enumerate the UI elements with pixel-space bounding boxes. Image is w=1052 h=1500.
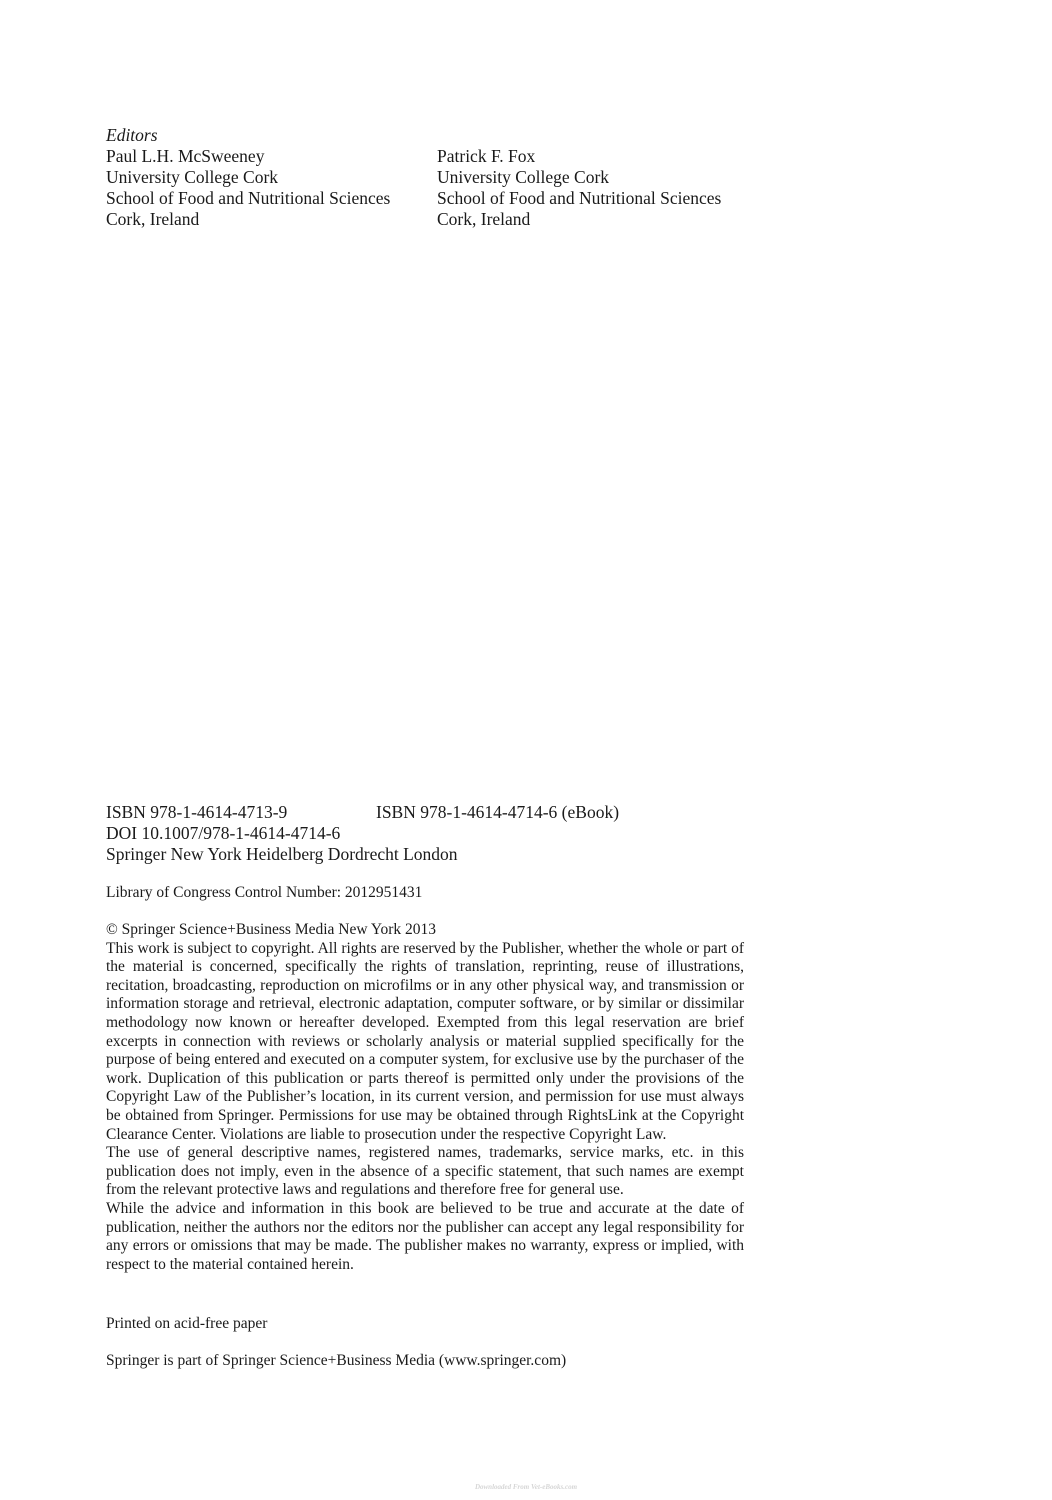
doi: DOI 10.1007/978-1-4614-4714-6 (106, 823, 341, 843)
editor-left-university: University College Cork (106, 167, 279, 187)
copyright-paragraph: The use of general descriptive names, registered names, trademarks, service marks, etc. in this publication does not imply, even in the absence of a specific statement, that such names are exempt from the relevant protective laws and regulations and therefore free for general use. (106, 1144, 744, 1199)
printed-on: Printed on acid-free paper (106, 1315, 268, 1332)
editor-right-location: Cork, Ireland (437, 209, 531, 229)
lccn: Library of Congress Control Number: 2012951431 (106, 884, 423, 901)
editor-columns (106, 146, 768, 230)
copyright-paragraph: This work is subject to copyright. All rights are reserved by the Publisher, whether the whole or part of the material is concerned, specifically the rights of translation, reprinting, reuse of illustrations, recitation, broadcasting, reproduction on microfilms or in any other physical way, and transmission or information storage and retrieval, electronic adaptation, computer software, or by similar or dissimilar methodology now known or hereafter developed. Exempted from this legal reservation are brief excerpts in connection with reviews or scholarly analysis or material supplied specifically for the purpose of being entered and executed on a computer system, for exclusive use by the purchaser of the work. Duplication of this publication or parts thereof is permitted only under the provisions of the Copyright Law of the Publisher’s location, in its current version, and permission for use must always be obtained from Springer. Permissions for use may be obtained through RightsLink at the Copyright Clearance Center. Violations are liable to prosecution under the respective Copyright Law. (106, 939, 744, 1143)
editor-left-location: Cork, Ireland (106, 209, 200, 229)
isbn-print: ISBN 978-1-4614-4713-9 (106, 802, 288, 822)
watermark: Downloaded From Vet-eBooks.com (474, 1483, 578, 1491)
editor-right-school: School of Food and Nutritional Sciences (437, 188, 722, 208)
editors-label: Editors (106, 125, 158, 145)
isbn-row (106, 802, 619, 823)
editors-block (106, 125, 768, 230)
editor-left-school: School of Food and Nutritional Sciences (106, 188, 391, 208)
copyright-block (106, 921, 744, 1274)
springer-part: Springer is part of Springer Science+Business Media (www.springer.com) (106, 1352, 567, 1369)
copyright-paragraph: While the advice and information in this book are believed to be true and accurate at the date of publication, neither the authors nor the editors nor the publisher can accept any legal responsibility for any errors or omissions that may be made. The publisher makes no warranty, express or implied, with respect to the material contained herein. (106, 1199, 744, 1273)
editor-right (437, 146, 768, 230)
publisher-cities: Springer New York Heidelberg Dordrecht London (106, 844, 458, 864)
editor-right-university: University College Cork (437, 167, 610, 187)
copyright-notice: © Springer Science+Business Media New York 2013 (106, 921, 437, 938)
editor-left (106, 146, 437, 230)
isbn-block (106, 802, 619, 865)
isbn-ebook: ISBN 978-1-4614-4714-6 (eBook) (376, 802, 620, 822)
editor-right-name: Patrick F. Fox (437, 146, 536, 166)
editor-left-name: Paul L.H. McSweeney (106, 146, 265, 166)
